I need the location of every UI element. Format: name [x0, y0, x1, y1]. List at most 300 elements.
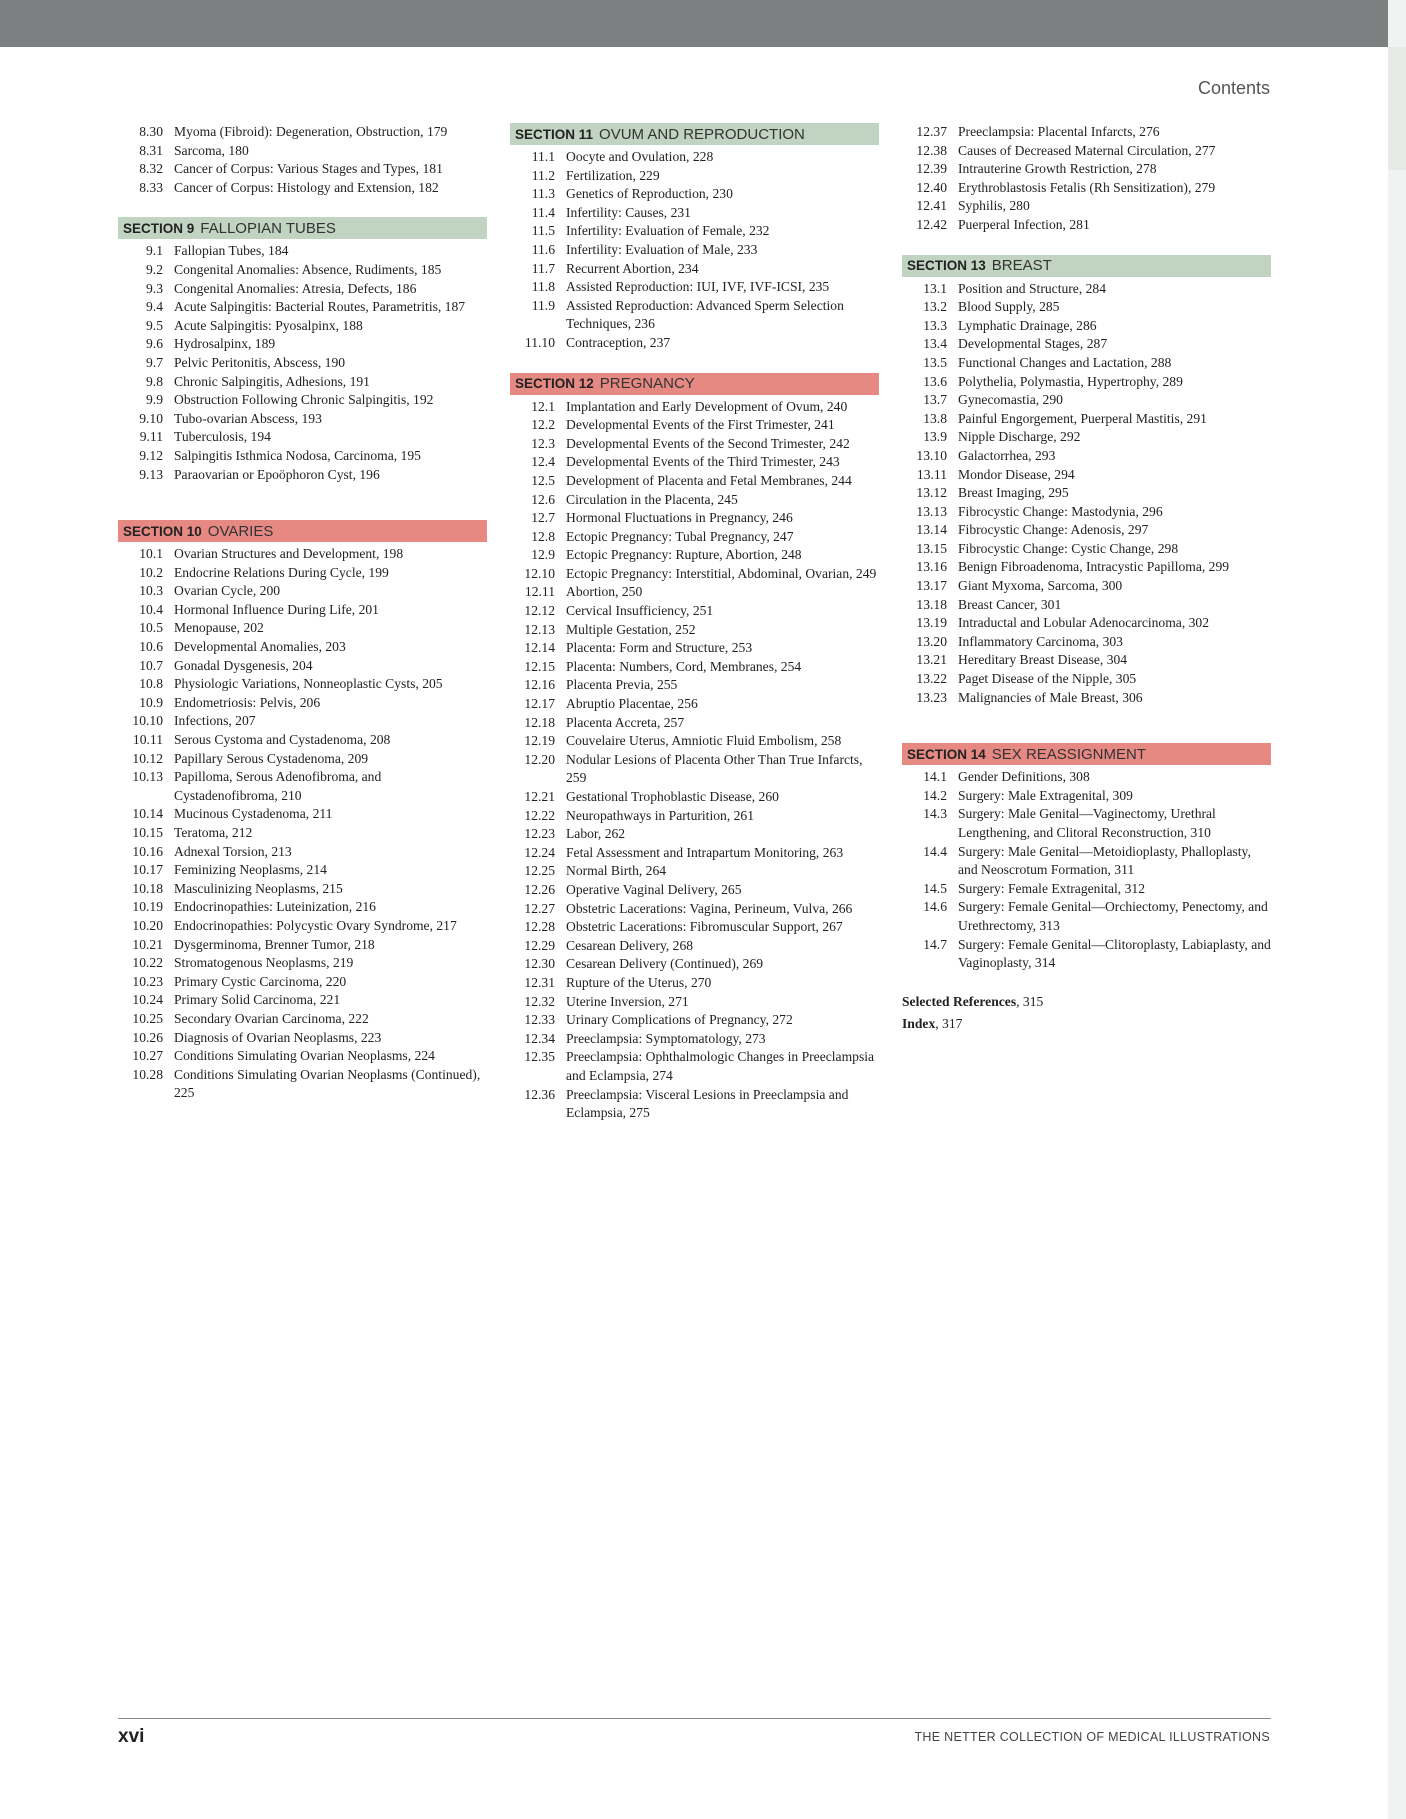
entry-number: 13.8	[923, 410, 947, 426]
entry-number: 11.2	[531, 167, 555, 183]
entry-number: 13.23	[916, 689, 947, 705]
entry-number: 10.15	[132, 825, 163, 840]
toc-entry[interactable]	[510, 1030, 879, 1049]
toc-entry[interactable]	[510, 1086, 879, 1123]
toc-entry[interactable]	[510, 862, 879, 881]
entry-number: 9.8	[146, 373, 163, 389]
toc-entry[interactable]	[118, 898, 487, 917]
toc-entry[interactable]	[510, 807, 879, 826]
toc-entry[interactable]	[510, 167, 879, 186]
entry-title: Myoma (Fibroid): Degeneration, Obstruction, 179	[174, 124, 448, 139]
entry-title: Rupture of the Uterus, 270	[566, 974, 712, 990]
entry-number: 10.24	[132, 992, 163, 1008]
toc-entry[interactable]	[118, 160, 487, 179]
entry-number: 13.21	[916, 652, 947, 668]
toc-entry[interactable]	[118, 298, 487, 317]
entry-title: Congenital Anomalies: Absence, Rudiments, 185	[174, 261, 442, 277]
top-toolbar-bar	[0, 0, 1388, 47]
entry-title: Ectopic Pregnancy: Tubal Pregnancy, 247	[566, 528, 794, 544]
section-header	[510, 373, 879, 395]
entry-number: 12.42	[916, 216, 947, 232]
entry-title: Gynecomastia, 290	[958, 392, 1063, 408]
entry-title: Surgery: Male Genital—Vaginectomy, Urethral Lengthening, and Clitoral Reconstruction, 310	[958, 806, 1216, 840]
entry-title: Benign Fibroadenoma, Intracystic Papilloma, 299	[958, 559, 1230, 575]
entry-number: 10.20	[132, 917, 163, 933]
toc-entry[interactable]	[118, 410, 487, 429]
toc-entry[interactable]	[118, 712, 487, 731]
vertical-scrollbar[interactable]	[1388, 0, 1406, 1819]
entry-number: 12.5	[531, 472, 555, 488]
entry-title: Causes of Decreased Maternal Circulation, 277	[958, 142, 1216, 158]
toc-entry[interactable]	[510, 398, 879, 417]
entry-title: Abortion, 250	[566, 584, 643, 600]
entry-title: Surgery: Female Genital—Orchiectomy, Penectomy, and Urethrectomy, 313	[958, 899, 1268, 933]
entry-title: Ectopic Pregnancy: Interstitial, Abdominal, Ovarian, 249	[566, 565, 877, 581]
entry-number: 10.28	[132, 1066, 163, 1082]
toc-entry[interactable]	[510, 621, 879, 640]
entry-title: Abruptio Placentae, 256	[566, 696, 698, 712]
toc-entry[interactable]	[902, 123, 1271, 142]
entry-number: 12.37	[916, 124, 947, 139]
toc-entry[interactable]	[510, 844, 879, 863]
toc-entry[interactable]	[902, 521, 1271, 540]
toc-entry[interactable]	[510, 222, 879, 241]
section-label: SECTION 12	[515, 376, 594, 392]
entry-number: 12.32	[524, 993, 555, 1009]
toc-entry[interactable]	[510, 732, 879, 751]
section-name: SEX REASSIGNMENT	[991, 745, 1146, 763]
entry-number: 13.16	[916, 559, 947, 575]
toc-entry[interactable]	[902, 216, 1271, 235]
entry-title: Papilloma, Serous Adenofibroma, and Cystadenofibroma, 210	[174, 769, 382, 803]
toc-entry[interactable]	[510, 937, 879, 956]
entry-number: 10.12	[132, 750, 163, 766]
entry-number: 11.4	[531, 204, 555, 220]
entry-title: Intraductal and Lobular Adenocarcinoma, 302	[958, 615, 1210, 631]
entry-number: 10.1	[139, 546, 163, 562]
entry-title: Teratoma, 212	[174, 825, 253, 840]
toc-entry[interactable]	[118, 880, 487, 899]
toc-entry[interactable]	[510, 435, 879, 454]
toc-section	[510, 123, 879, 353]
entry-title: Developmental Events of the Third Trimester, 243	[566, 454, 840, 470]
toc-entry[interactable]	[902, 447, 1271, 466]
toc-entry[interactable]	[510, 602, 879, 621]
toc-entry[interactable]	[902, 670, 1271, 689]
entry-number: 12.11	[524, 584, 555, 600]
entry-title: Conditions Simulating Ovarian Neoplasms, 224	[174, 1048, 435, 1064]
toc-entry[interactable]	[510, 714, 879, 733]
entry-number: 12.2	[531, 417, 555, 433]
toc-reference-entry[interactable]	[902, 991, 1271, 1013]
entry-number: 8.33	[139, 179, 163, 195]
entry-number: 12.8	[531, 528, 555, 544]
toc-entry[interactable]	[510, 453, 879, 472]
entry-number: 9.3	[146, 280, 163, 296]
entry-number: 12.16	[524, 677, 555, 693]
toc-entry[interactable]	[510, 639, 879, 658]
toc-entry[interactable]	[118, 179, 487, 198]
entry-title: Surgery: Male Genital—Metoidioplasty, Phalloplasty, and Neoscrotum Formation, 311	[958, 843, 1251, 878]
toc-entry[interactable]	[118, 335, 487, 354]
toc-entry[interactable]	[902, 558, 1271, 577]
entry-title: Placenta Accreta, 257	[566, 714, 685, 730]
entry-number: 10.9	[139, 694, 163, 710]
reference-page: , 315	[1016, 993, 1044, 1009]
entry-number: 14.6	[923, 899, 947, 915]
entry-title: Developmental Events of the Second Trimester, 242	[566, 435, 850, 451]
entry-number: 14.7	[923, 936, 947, 952]
entry-title: Gestational Trophoblastic Disease, 260	[566, 789, 779, 804]
entry-title: Contraception, 237	[566, 334, 671, 350]
toc-entry[interactable]	[902, 391, 1271, 410]
toc-entry[interactable]	[902, 466, 1271, 485]
entry-title: Syphilis, 280	[958, 198, 1030, 214]
entry-title: Functional Changes and Lactation, 288	[958, 354, 1172, 370]
entry-number: 10.10	[132, 713, 163, 729]
entry-number: 10.22	[132, 955, 163, 971]
toc-entry[interactable]	[118, 261, 487, 280]
toc-entry[interactable]	[510, 204, 879, 223]
toc-entry[interactable]	[118, 466, 487, 485]
toc-entry[interactable]	[902, 160, 1271, 179]
entry-title: Ectopic Pregnancy: Rupture, Abortion, 248	[566, 547, 802, 563]
toc-entry[interactable]	[902, 633, 1271, 652]
entry-title: Salpingitis Isthmica Nodosa, Carcinoma, 195	[174, 447, 421, 463]
entry-title: Preeclampsia: Placental Infarcts, 276	[958, 124, 1160, 139]
toc-entry[interactable]	[902, 540, 1271, 559]
entry-number: 13.3	[923, 317, 947, 333]
entry-number: 12.35	[524, 1049, 555, 1065]
entry-title: Puerperal Infection, 281	[958, 216, 1090, 232]
toc-entry[interactable]	[118, 545, 487, 564]
toc-entry[interactable]	[902, 317, 1271, 336]
toc-entry[interactable]	[902, 142, 1271, 161]
entry-title: Hydrosalpinx, 189	[174, 336, 276, 352]
entry-number: 10.4	[139, 601, 163, 617]
toc-entry[interactable]	[902, 428, 1271, 447]
toc-entry[interactable]	[510, 825, 879, 844]
toc-entry[interactable]	[118, 123, 487, 142]
entry-number: 13.19	[916, 615, 947, 631]
toc-entry[interactable]	[118, 317, 487, 336]
entry-number: 8.32	[139, 161, 163, 177]
entry-number: 12.36	[524, 1086, 555, 1102]
toc-entry[interactable]	[902, 805, 1271, 842]
section-name: FALLOPIAN TUBES	[200, 219, 336, 237]
entry-number: 9.5	[146, 317, 163, 333]
entry-title: Labor, 262	[566, 826, 626, 842]
toc-entry[interactable]	[118, 694, 487, 713]
entry-title: Uterine Inversion, 271	[566, 993, 689, 1009]
toc-group	[902, 123, 1271, 235]
toc-entry[interactable]	[510, 1048, 879, 1085]
entry-number: 13.13	[916, 503, 947, 519]
toc-entry[interactable]	[510, 1011, 879, 1030]
toc-entry[interactable]	[118, 601, 487, 620]
entry-number: 12.9	[531, 547, 555, 563]
section-name: OVARIES	[207, 522, 274, 540]
entry-title: Giant Myxoma, Sarcoma, 300	[958, 578, 1123, 594]
toc-entry[interactable]	[118, 428, 487, 447]
entry-number: 10.23	[132, 973, 163, 989]
toc-entry[interactable]	[510, 955, 879, 974]
entry-number: 9.13	[139, 466, 163, 482]
toc-entry[interactable]	[510, 416, 879, 435]
section-header	[118, 217, 487, 239]
entry-title: Acute Salpingitis: Bacterial Routes, Parametritis, 187	[174, 299, 466, 315]
toc-entry[interactable]	[902, 503, 1271, 522]
toc-entry[interactable]	[902, 354, 1271, 373]
toc-entry[interactable]	[118, 805, 487, 824]
entry-title: Nodular Lesions of Placenta Other Than True Infarcts, 259	[566, 751, 863, 786]
toc-entry[interactable]	[118, 638, 487, 657]
toc-entry[interactable]	[118, 1029, 487, 1048]
toc-entry[interactable]	[510, 583, 879, 602]
entry-title: Gonadal Dysgenesis, 204	[174, 657, 313, 673]
entry-title: Operative Vaginal Delivery, 265	[566, 881, 742, 897]
entry-title: Ovarian Cycle, 200	[174, 583, 281, 599]
toc-entry[interactable]	[510, 676, 879, 695]
entry-number: 10.18	[132, 880, 163, 896]
toc-entry[interactable]	[118, 768, 487, 805]
toc-entry[interactable]	[510, 509, 879, 528]
toc-entry[interactable]	[902, 689, 1271, 708]
entry-title: Mondor Disease, 294	[958, 466, 1075, 482]
toc-entry[interactable]	[118, 391, 487, 410]
reference-page: , 317	[935, 1015, 963, 1031]
entry-title: Developmental Stages, 287	[958, 336, 1108, 352]
toc-entry[interactable]	[118, 824, 487, 843]
toc-entry[interactable]	[510, 297, 879, 334]
entry-number: 14.5	[923, 880, 947, 896]
toc-entry[interactable]	[510, 695, 879, 714]
toc-entry[interactable]	[902, 880, 1271, 899]
toc-entry[interactable]	[902, 768, 1271, 787]
toc-entry[interactable]	[118, 657, 487, 676]
toc-entry[interactable]	[902, 373, 1271, 392]
toc-entry[interactable]	[118, 1047, 487, 1066]
entry-title: Cesarean Delivery (Continued), 269	[566, 956, 764, 972]
toc-entry[interactable]	[510, 565, 879, 584]
entry-title: Developmental Anomalies, 203	[174, 639, 346, 655]
entry-number: 12.12	[524, 603, 555, 619]
entry-number: 9.12	[139, 447, 163, 463]
entry-title: Conditions Simulating Ovarian Neoplasms (Continued), 225	[174, 1066, 481, 1101]
entry-number: 14.3	[923, 806, 947, 822]
entry-number: 13.10	[916, 447, 947, 463]
toc-entry[interactable]	[118, 242, 487, 261]
toc-entry[interactable]	[118, 750, 487, 769]
toc-entry[interactable]	[902, 197, 1271, 216]
toc-entry[interactable]	[902, 179, 1271, 198]
toc-entry[interactable]	[510, 918, 879, 937]
entry-title: Hormonal Influence During Life, 201	[174, 601, 379, 617]
entry-number: 13.4	[923, 336, 947, 352]
toc-group	[118, 123, 487, 197]
toc-reference-entry[interactable]	[902, 1013, 1271, 1035]
entry-number: 12.21	[524, 789, 555, 804]
section-label: SECTION 11	[515, 126, 594, 142]
entry-number: 10.17	[132, 862, 163, 878]
entry-number: 10.6	[139, 639, 163, 655]
toc-entry[interactable]	[510, 491, 879, 510]
entry-number: 8.30	[139, 124, 163, 139]
toc-entry[interactable]	[118, 843, 487, 862]
entry-title: Chronic Salpingitis, Adhesions, 191	[174, 373, 370, 389]
entry-title: Development of Placenta and Fetal Membranes, 244	[566, 472, 852, 488]
entry-number: 13.18	[916, 596, 947, 612]
toc-entry[interactable]	[118, 447, 487, 466]
toc-entry[interactable]	[510, 241, 879, 260]
toc-entry[interactable]	[118, 917, 487, 936]
toc-entry[interactable]	[118, 954, 487, 973]
toc-entry[interactable]	[118, 675, 487, 694]
entry-title: Intrauterine Growth Restriction, 278	[958, 161, 1157, 177]
entry-number: 12.39	[916, 161, 947, 177]
entry-number: 12.15	[524, 658, 555, 674]
entry-number: 14.4	[923, 843, 947, 859]
entry-title: Secondary Ovarian Carcinoma, 222	[174, 1010, 369, 1026]
section-header	[510, 123, 879, 145]
toc-entry[interactable]	[902, 614, 1271, 633]
toc-entry[interactable]	[118, 991, 487, 1010]
entry-title: Mucinous Cystadenoma, 211	[174, 806, 333, 822]
entry-number: 9.10	[139, 410, 163, 426]
toc-entry[interactable]	[902, 410, 1271, 429]
entry-title: Cancer of Corpus: Histology and Extension, 182	[174, 179, 439, 195]
entry-title: Cervical Insufficiency, 251	[566, 603, 714, 619]
entry-title: Sarcoma, 180	[174, 142, 249, 158]
toc-entry[interactable]	[902, 898, 1271, 935]
toc-entry[interactable]	[118, 564, 487, 583]
toc-entry[interactable]	[902, 787, 1271, 806]
entry-number: 11.8	[531, 279, 555, 295]
toc-entry[interactable]	[118, 619, 487, 638]
entry-number: 12.3	[531, 435, 555, 451]
toc-entry[interactable]	[510, 788, 879, 807]
toc-entry[interactable]	[902, 843, 1271, 880]
entry-number: 9.9	[146, 392, 163, 408]
entry-number: 13.1	[923, 280, 947, 296]
toc-entry[interactable]	[118, 973, 487, 992]
toc-entry[interactable]	[118, 373, 487, 392]
entry-title: Infertility: Evaluation of Male, 233	[566, 241, 758, 257]
entry-number: 13.22	[916, 671, 947, 687]
toc-entry[interactable]	[510, 472, 879, 491]
toc-entry[interactable]	[902, 596, 1271, 615]
toc-entry[interactable]	[118, 861, 487, 880]
footer-rule	[118, 1718, 1271, 1719]
section-name: PREGNANCY	[599, 375, 695, 393]
toc-entry[interactable]	[510, 148, 879, 167]
entry-number: 10.3	[139, 583, 163, 599]
toc-section	[902, 743, 1271, 973]
toc-entry[interactable]	[118, 1066, 487, 1103]
entry-title: Diagnosis of Ovarian Neoplasms, 223	[174, 1029, 382, 1045]
entry-title: Fertilization, 229	[566, 167, 660, 183]
entry-number: 10.27	[132, 1048, 163, 1064]
toc-entry[interactable]	[118, 582, 487, 601]
entry-number: 12.30	[524, 956, 555, 972]
toc-entry[interactable]	[510, 993, 879, 1012]
toc-entry[interactable]	[118, 142, 487, 161]
entry-title: Inflammatory Carcinoma, 303	[958, 633, 1123, 649]
section-label: SECTION 10	[123, 523, 202, 539]
toc-entry[interactable]	[902, 298, 1271, 317]
entry-number: 12.1	[531, 398, 555, 414]
toc-entry[interactable]	[510, 658, 879, 677]
entry-title: Obstruction Following Chronic Salpingitis, 192	[174, 392, 434, 408]
entry-title: Tubo-ovarian Abscess, 193	[174, 410, 322, 426]
toc-entry[interactable]	[902, 335, 1271, 354]
toc-entry[interactable]	[118, 354, 487, 373]
entry-title: Primary Solid Carcinoma, 221	[174, 992, 341, 1008]
entry-number: 12.7	[531, 510, 555, 526]
entry-number: 14.2	[923, 787, 947, 803]
running-head: Contents	[1197, 78, 1270, 98]
toc-entry[interactable]	[510, 260, 879, 279]
toc-entry[interactable]	[510, 900, 879, 919]
entry-number: 9.1	[146, 243, 163, 259]
entry-title: Surgery: Female Extragenital, 312	[958, 880, 1145, 896]
toc-entry[interactable]	[118, 1010, 487, 1029]
entry-title: Cancer of Corpus: Various Stages and Types, 181	[174, 161, 443, 177]
entry-number: 11.3	[531, 186, 555, 202]
toc-entry[interactable]	[902, 651, 1271, 670]
entry-number: 12.25	[524, 863, 555, 879]
entry-number: 13.20	[916, 633, 947, 649]
toc-entry[interactable]	[510, 334, 879, 353]
toc-entry[interactable]	[510, 974, 879, 993]
entry-title: Serous Cystoma and Cystadenoma, 208	[174, 732, 391, 748]
section-label: SECTION 9	[123, 220, 195, 236]
entry-title: Preeclampsia: Symptomatology, 273	[566, 1030, 766, 1046]
toc-entry[interactable]	[902, 280, 1271, 299]
toc-entry[interactable]	[510, 278, 879, 297]
entry-number: 11.1	[531, 149, 555, 164]
entry-title: Endocrinopathies: Luteinization, 216	[174, 899, 376, 915]
entry-number: 8.31	[139, 142, 163, 158]
entry-title: Obstetric Lacerations: Fibromuscular Support, 267	[566, 919, 843, 935]
entry-title: Hormonal Fluctuations in Pregnancy, 246	[566, 510, 793, 526]
toc-entry[interactable]	[510, 751, 879, 788]
entry-title: Malignancies of Male Breast, 306	[958, 689, 1143, 705]
toc-entry[interactable]	[510, 528, 879, 547]
entry-title: Fibrocystic Change: Adenosis, 297	[958, 522, 1149, 538]
entry-number: 9.2	[146, 261, 163, 277]
toc-entry[interactable]	[902, 936, 1271, 973]
toc-entry[interactable]	[510, 185, 879, 204]
entry-number: 10.13	[132, 769, 163, 785]
toc-entry[interactable]	[902, 577, 1271, 596]
entry-title: Stromatogenous Neoplasms, 219	[174, 955, 354, 971]
toc-entry[interactable]	[902, 484, 1271, 503]
entry-title: Nipple Discharge, 292	[958, 429, 1081, 445]
entry-number: 10.8	[139, 676, 163, 692]
toc-entry[interactable]	[118, 280, 487, 299]
entry-number: 10.25	[132, 1010, 163, 1026]
scrollbar-thumb[interactable]	[1388, 47, 1406, 170]
entry-title: Placenta: Numbers, Cord, Membranes, 254	[566, 658, 802, 674]
section-label: SECTION 13	[907, 258, 986, 274]
entry-title: Masculinizing Neoplasms, 215	[174, 880, 343, 896]
entry-number: 10.5	[139, 620, 163, 636]
toc-entry[interactable]	[510, 546, 879, 565]
toc-entry[interactable]	[510, 881, 879, 900]
toc-entry[interactable]	[118, 936, 487, 955]
toc-entry[interactable]	[118, 731, 487, 750]
